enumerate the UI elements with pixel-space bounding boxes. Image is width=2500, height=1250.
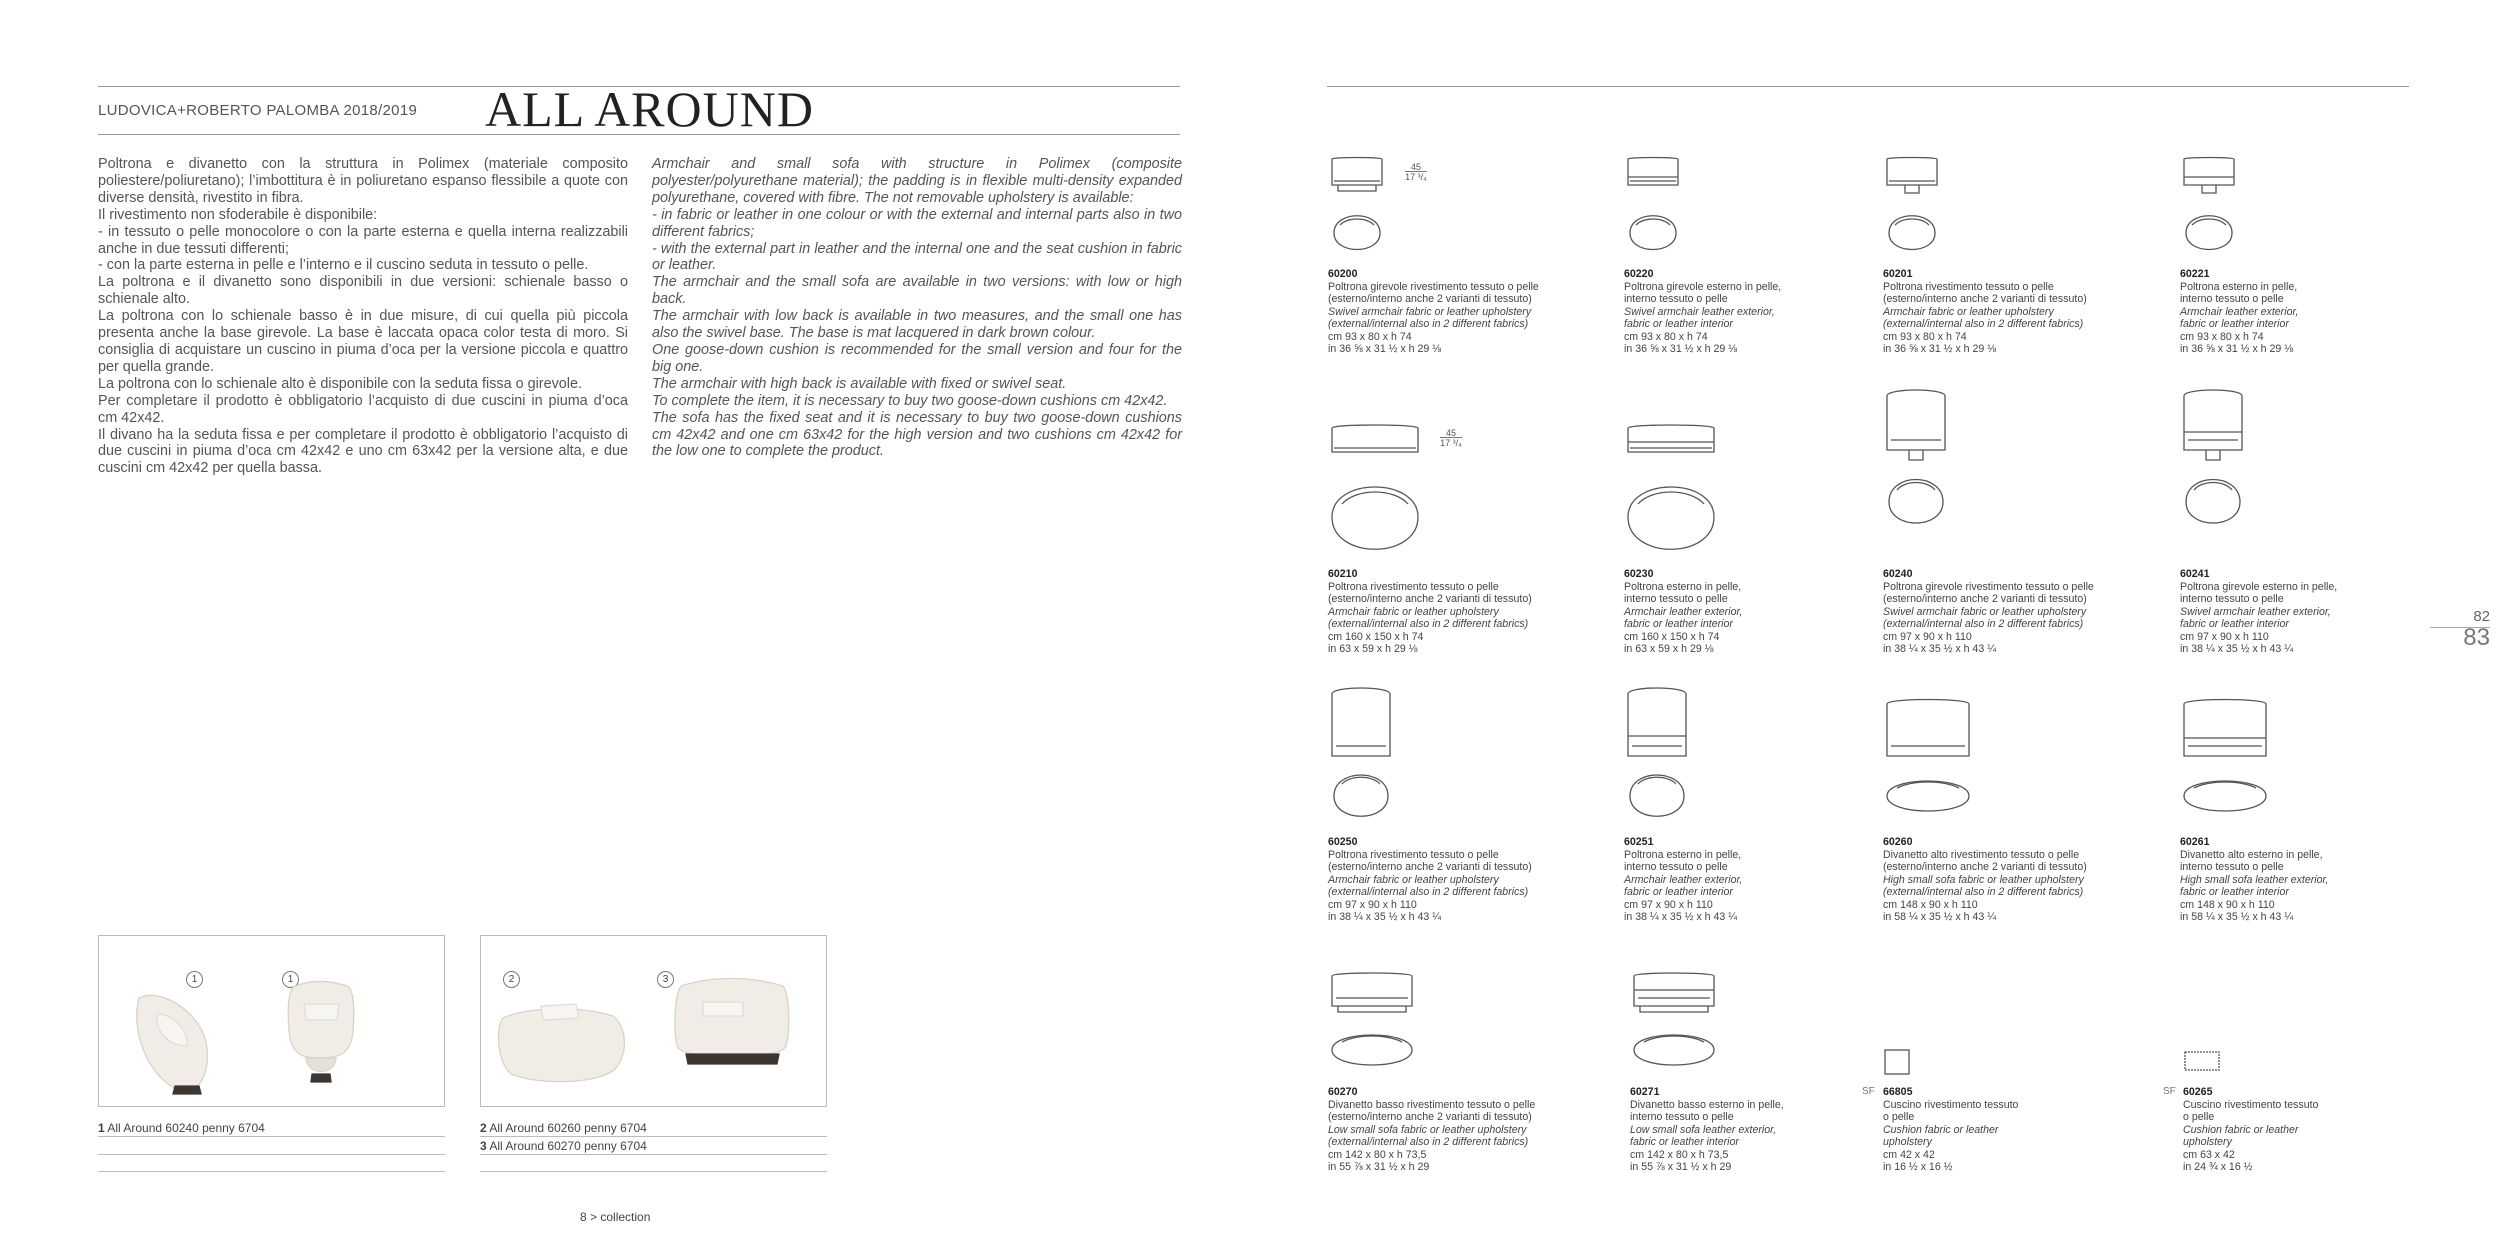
armchair-photo-illustration — [99, 936, 444, 1106]
product-desc-en: Armchair leather exterior, — [2180, 305, 2299, 318]
sofa-photo-illustration — [481, 936, 826, 1106]
drawing-66805 — [1883, 1048, 1913, 1078]
product-desc-it: interno tessuto o pelle — [1630, 1111, 1734, 1123]
product-size-cm: cm 93 x 80 x h 74 — [1328, 330, 1412, 343]
dimension-label — [1435, 428, 1467, 448]
product-desc-it: interno tessuto o pelle — [2180, 293, 2284, 305]
paragraph: Armchair and small sofa with structure in Polimex (composite polyester/polyurethane material); the padding is in flexible multi-density expanded polyurethane, covered with fibre. The not removable upholstery is available: — [652, 156, 1182, 206]
page-number-left: 82 — [2473, 608, 2490, 625]
product-code: 60230 — [1624, 568, 1654, 580]
product-desc-it: o pelle — [2183, 1111, 2215, 1123]
product-size-in: in 58 ¼ x 35 ½ x h 43 ¼ — [1883, 911, 1997, 923]
product-desc-it: (esterno/interno anche 2 varianti di tessuto) — [1328, 293, 1532, 305]
product-code: 66805 — [1883, 1086, 1913, 1098]
product-size-cm: cm 93 x 80 x h 74 — [2180, 330, 2264, 343]
paragraph: The armchair with low back is available in two measures, and the small one has also the swivel base. The base is mat lacquered in dark brown colour. — [652, 308, 1182, 342]
product-size-cm: cm 97 x 90 x h 110 — [1624, 898, 1713, 911]
product-code: 60241 — [2180, 568, 2210, 580]
product-desc-it: Poltrona girevole rivestimento tessuto o pelle — [1328, 280, 1539, 293]
product-desc-en: fabric or leather interior — [2180, 618, 2289, 630]
product-size-cm: cm 148 x 90 x h 110 — [1883, 898, 1978, 911]
product-size-cm: cm 142 x 80 x h 73,5 — [1328, 1148, 1427, 1161]
product-size-in: in 58 ¼ x 35 ½ x h 43 ¼ — [2180, 911, 2294, 923]
drawing-60210 — [1328, 422, 1428, 582]
product-desc-it: (esterno/interno anche 2 varianti di tessuto) — [1328, 593, 1532, 605]
product-code: 60270 — [1328, 1086, 1358, 1098]
product-desc-it: Poltrona girevole esterno in pelle, — [2180, 580, 2338, 593]
dim-in: 17 ³/₄ — [1405, 172, 1427, 182]
product-size-cm: cm 148 x 90 x h 110 — [2180, 898, 2275, 911]
product-60220 — [1624, 268, 1854, 356]
product-desc-en: (external/internal also in 2 different fabrics) — [1883, 318, 2084, 330]
product-desc-en: Low small sofa fabric or leather upholstery — [1328, 1123, 1527, 1136]
product-60240 — [1883, 568, 2113, 656]
product-size-cm: cm 93 x 80 x h 74 — [1624, 330, 1708, 343]
drawing-60241 — [2180, 390, 2250, 570]
product-code: 60201 — [1883, 268, 1913, 280]
drawing-60240 — [1883, 390, 1953, 570]
paragraph: - in fabric or leather in one colour or with the external and internal parts also in two different fabrics; — [652, 206, 1182, 240]
drawing-60265 — [2183, 1050, 2223, 1075]
product-desc-en: fabric or leather interior — [1624, 318, 1733, 330]
product-size-cm: cm 97 x 90 x h 110 — [1883, 630, 1972, 643]
product-desc-it: interno tessuto o pelle — [2180, 861, 2284, 873]
product-desc-en: Armchair fabric or leather upholstery — [1883, 305, 2054, 318]
product-60271 — [1630, 1086, 1860, 1174]
product-60241 — [2180, 568, 2410, 656]
paragraph: La poltrona e il divanetto sono disponibili in due versioni: schienale basso o schienale alto. — [98, 274, 628, 308]
product-size-in: in 24 ¾ x 16 ½ — [2183, 1161, 2253, 1173]
product-desc-en: Swivel armchair leather exterior, — [1624, 305, 1775, 318]
product-desc-it: (esterno/interno anche 2 varianti di tessuto) — [1883, 293, 2087, 305]
product-desc-it: interno tessuto o pelle — [1624, 593, 1728, 605]
product-desc-it: Cuscino rivestimento tessuto — [2183, 1098, 2319, 1111]
product-60221 — [2180, 268, 2410, 356]
photo-badge: 2 — [503, 971, 520, 988]
product-desc-en: Cushion fabric or leather — [1883, 1123, 1999, 1136]
photo-caption — [480, 1139, 647, 1153]
paragraph: To complete the item, it is necessary to buy two goose-down cushions cm 42x42. — [652, 392, 1168, 409]
sf-label: SF — [2163, 1086, 2176, 1097]
paragraph: Il rivestimento non sfoderabile è disponibile: — [98, 206, 378, 223]
product-60270 — [1328, 1086, 1558, 1174]
product-desc-it: interno tessuto o pelle — [2180, 593, 2284, 605]
product-desc-en: (external/internal also in 2 different fabrics) — [1328, 318, 1529, 330]
product-code: 60261 — [2180, 836, 2210, 848]
product-desc-it: Poltrona girevole esterno in pelle, — [1624, 280, 1782, 293]
product-desc-it: Poltrona rivestimento tessuto o pelle — [1328, 580, 1499, 593]
product-code: 60210 — [1328, 568, 1358, 580]
dim-cm: 45 — [1410, 162, 1421, 172]
caption-text: All Around 60260 penny 6704 — [489, 1121, 647, 1135]
caption-number: 2 — [480, 1121, 487, 1135]
product-desc-en: (external/internal also in 2 different fabrics) — [1883, 618, 2084, 630]
photo-badge: 3 — [657, 971, 674, 988]
footer-collection: 8 > collection — [580, 1210, 651, 1224]
product-desc-it: Divanetto alto esterno in pelle, — [2180, 848, 2323, 861]
designer-credit: LUDOVICA+ROBERTO PALOMBA 2018/2019 — [98, 102, 418, 119]
photo-badge: 1 — [186, 971, 203, 988]
product-size-cm: cm 142 x 80 x h 73,5 — [1630, 1148, 1729, 1161]
product-desc-en: Swivel armchair fabric or leather upholstery — [1883, 605, 2087, 618]
product-size-cm: cm 160 x 150 x h 74 — [1328, 630, 1424, 643]
product-60261 — [2180, 836, 2410, 924]
product-size-in: in 55 ⅞ x 31 ½ x h 29 — [1630, 1161, 1732, 1173]
product-size-cm: cm 97 x 90 x h 110 — [1328, 898, 1417, 911]
collection-title: ALL AROUND — [485, 81, 814, 137]
product-60250 — [1328, 836, 1558, 924]
product-desc-en: Armchair fabric or leather upholstery — [1328, 605, 1499, 618]
paragraph: Il divano ha la seduta fissa e per completare il prodotto è obbligatorio l’acquisto di due cuscini in piuma d’oca cm 42x42 e uno cm 63x42 per la versione alta, e due cuscini cm 42x42 per quella bassa. — [98, 426, 628, 477]
product-desc-en: Armchair leather exterior, — [1624, 605, 1743, 618]
product-desc-it: interno tessuto o pelle — [1624, 293, 1728, 305]
product-desc-it: Divanetto alto rivestimento tessuto o pelle — [1883, 848, 2080, 861]
product-desc-it: Poltrona esterno in pelle, — [1624, 580, 1742, 593]
product-size-in: in 38 ¼ x 35 ½ x h 43 ¼ — [2180, 643, 2294, 655]
product-desc-it: Poltrona rivestimento tessuto o pelle — [1328, 848, 1499, 861]
product-desc-it: (esterno/interno anche 2 varianti di tessuto) — [1328, 861, 1532, 873]
product-desc-it: o pelle — [1883, 1111, 1915, 1123]
product-size-in: in 36 ⅝ x 31 ½ x h 29 ⅛ — [1328, 343, 1442, 355]
product-desc-it: (esterno/interno anche 2 varianti di tessuto) — [1883, 593, 2087, 605]
paragraph: - with the external part in leather and the internal one and the seat cushion in fabric or leather. — [652, 240, 1182, 274]
product-size-cm: cm 63 x 42 — [2183, 1148, 2235, 1161]
drawing-60270 — [1328, 970, 1423, 1080]
photo-caption — [480, 1121, 647, 1135]
product-size-cm: cm 93 x 80 x h 74 — [1883, 330, 1967, 343]
product-size-in: in 38 ¼ x 35 ½ x h 43 ¼ — [1883, 643, 1997, 655]
product-size-in: in 38 ¼ x 35 ½ x h 43 ¼ — [1624, 911, 1738, 923]
product-desc-en: fabric or leather interior — [1624, 618, 1733, 630]
paragraph: - con la parte esterna in pelle e l’interno e il cuscino seduta in tessuto o pelle. — [98, 257, 589, 274]
product-desc-en: (external/internal also in 2 different fabrics) — [1328, 618, 1529, 630]
product-desc-en: Armchair leather exterior, — [1624, 873, 1743, 886]
product-desc-it: Divanetto basso esterno in pelle, — [1630, 1098, 1784, 1111]
caption-number: 3 — [480, 1139, 487, 1153]
product-size-in: in 36 ⅝ x 31 ½ x h 29 ⅛ — [1883, 343, 1997, 355]
paragraph: One goose-down cushion is recommended for the small version and four for the big one. — [652, 341, 1182, 375]
product-desc-en: (external/internal also in 2 different fabrics) — [1328, 886, 1529, 898]
description-english — [652, 156, 1182, 460]
product-60265 — [2183, 1086, 2413, 1174]
product-desc-en: upholstery — [1883, 1136, 1932, 1148]
product-66805 — [1883, 1086, 2113, 1174]
photo-sofas-60260-60270 — [480, 935, 827, 1107]
product-desc-en: (external/internal also in 2 different fabrics) — [1883, 886, 2084, 898]
product-size-cm: cm 97 x 90 x h 110 — [2180, 630, 2269, 643]
product-code: 60200 — [1328, 268, 1358, 280]
product-size-in: in 16 ½ x 16 ½ — [1883, 1161, 1953, 1173]
drawing-60250 — [1328, 688, 1398, 828]
photo-armchair-60240 — [98, 935, 445, 1107]
product-size-cm: cm 42 x 42 — [1883, 1148, 1935, 1161]
paragraph: La poltrona con lo schienale basso è in due misure, di cui quella più piccola presenta anche la base girevole. La base è laccata opaca color testa di moro. Si consiglia di acquistare un cuscino in piuma d’oca per la versione piccola e quattro per quella grande. — [98, 308, 628, 375]
drawing-60271 — [1630, 970, 1725, 1080]
page-number-right: 83 — [2463, 624, 2490, 651]
product-desc-en: fabric or leather interior — [1624, 886, 1733, 898]
product-desc-en: High small sofa fabric or leather upholstery — [1883, 873, 2084, 886]
photo-badge: 1 — [282, 971, 299, 988]
product-size-in: in 38 ¼ x 35 ½ x h 43 ¼ — [1328, 911, 1442, 923]
product-60260 — [1883, 836, 2113, 924]
dim-cm: 45 — [1445, 428, 1456, 438]
product-size-in: in 55 ⅞ x 31 ½ x h 29 — [1328, 1161, 1430, 1173]
product-60251 — [1624, 836, 1854, 924]
product-code: 60260 — [1883, 836, 1913, 848]
sf-label: SF — [1862, 1086, 1875, 1097]
drawing-60261 — [2180, 698, 2275, 828]
description-italian — [98, 156, 628, 477]
drawing-60251 — [1624, 688, 1694, 828]
product-code: 60251 — [1624, 836, 1654, 848]
product-desc-it: (esterno/interno anche 2 varianti di tessuto) — [1328, 1111, 1532, 1123]
product-desc-en: upholstery — [2183, 1136, 2232, 1148]
paragraph: La poltrona con lo schienale alto è disponibile con la seduta fissa o girevole. — [98, 375, 582, 392]
drawing-60220 — [1624, 155, 1684, 265]
product-desc-it: Cuscino rivestimento tessuto — [1883, 1098, 2019, 1111]
paragraph: The armchair and the small sofa are available in two versions: with low or high back. — [652, 274, 1182, 308]
product-desc-it: Poltrona esterno in pelle, — [1624, 848, 1742, 861]
product-size-in: in 63 x 59 x h 29 ⅛ — [1328, 643, 1418, 655]
product-desc-it: Poltrona girevole rivestimento tessuto o pelle — [1883, 580, 2094, 593]
product-desc-en: fabric or leather interior — [2180, 318, 2289, 330]
product-code: 60265 — [2183, 1086, 2213, 1098]
drawing-60230 — [1624, 422, 1724, 582]
product-desc-en: fabric or leather interior — [1630, 1136, 1739, 1148]
product-60200 — [1328, 268, 1558, 356]
paragraph: Poltrona e divanetto con la struttura in Polimex (materiale composito poliestere/poliuretano); l’imbottitura è in poliuretano espanso flessibile a quote con diverse densità, rivestito in fibra. — [98, 156, 628, 206]
dimension-label — [1400, 162, 1432, 182]
dim-in: 17 ³/₄ — [1440, 438, 1462, 448]
product-desc-en: Swivel armchair leather exterior, — [2180, 605, 2331, 618]
product-60201 — [1883, 268, 2113, 356]
product-code: 60240 — [1883, 568, 1913, 580]
product-size-in: in 36 ⅝ x 31 ½ x h 29 ⅛ — [2180, 343, 2294, 355]
product-code: 60250 — [1328, 836, 1358, 848]
product-60210 — [1328, 568, 1558, 656]
product-desc-en: High small sofa leather exterior, — [2180, 873, 2329, 886]
caption-text: All Around 60240 penny 6704 — [107, 1121, 265, 1135]
product-desc-en: Swivel armchair fabric or leather upholstery — [1328, 305, 1532, 318]
caption-text: All Around 60270 penny 6704 — [489, 1139, 647, 1153]
drawing-60200 — [1328, 155, 1408, 265]
product-desc-it: Poltrona esterno in pelle, — [2180, 280, 2298, 293]
product-size-in: in 36 ⅝ x 31 ½ x h 29 ⅛ — [1624, 343, 1738, 355]
product-desc-it: interno tessuto o pelle — [1624, 861, 1728, 873]
drawing-60260 — [1883, 698, 1978, 828]
product-desc-en: Cushion fabric or leather — [2183, 1123, 2299, 1136]
product-desc-it: Divanetto basso rivestimento tessuto o pelle — [1328, 1098, 1536, 1111]
paragraph: - in tessuto o pelle monocolore o con la parte esterna e quella interna realizzabili anche in due tessuti differenti; — [98, 223, 628, 257]
product-desc-en: (external/internal also in 2 different fabrics) — [1328, 1136, 1529, 1148]
paragraph: The armchair with high back is available with fixed or swivel seat. — [652, 375, 1067, 392]
product-60230 — [1624, 568, 1854, 656]
photo-caption — [98, 1121, 265, 1135]
drawing-60221 — [2180, 155, 2240, 265]
paragraph: The sofa has the fixed seat and it is necessary to buy two goose-down cushions cm 42x42 and one cm 63x42 for the high version and two cushions cm 42x42 for the low one to complete the product. — [652, 409, 1182, 460]
drawing-60201 — [1883, 155, 1943, 265]
product-desc-en: Armchair fabric or leather upholstery — [1328, 873, 1499, 886]
product-size-cm: cm 160 x 150 x h 74 — [1624, 630, 1720, 643]
product-desc-it: (esterno/interno anche 2 varianti di tessuto) — [1883, 861, 2087, 873]
product-code: 60271 — [1630, 1086, 1660, 1098]
product-desc-en: Low small sofa leather exterior, — [1630, 1123, 1777, 1136]
paragraph: Per completare il prodotto è obbligatorio l’acquisto di due cuscini in piuma d’oca cm 42x42. — [98, 392, 628, 426]
product-size-in: in 63 x 59 x h 29 ⅛ — [1624, 643, 1714, 655]
product-desc-en: fabric or leather interior — [2180, 886, 2289, 898]
caption-number: 1 — [98, 1121, 105, 1135]
product-desc-it: Poltrona rivestimento tessuto o pelle — [1883, 280, 2054, 293]
product-code: 60220 — [1624, 268, 1654, 280]
product-code: 60221 — [2180, 268, 2210, 280]
